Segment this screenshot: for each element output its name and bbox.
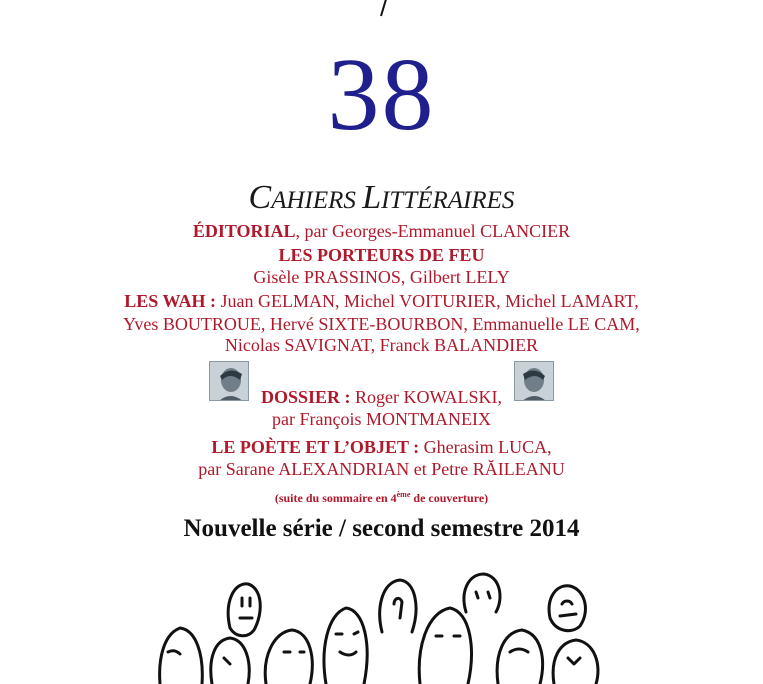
editorial-line xyxy=(0,220,763,242)
porteurs-authors: Gisèle PRASSINOS, Gilbert LELY xyxy=(253,267,510,287)
dossier-label: DOSSIER : xyxy=(260,387,351,407)
title-rest-litteraires: ITTÉRAIRES xyxy=(381,187,515,214)
dossier-author: par François MONTMANEIX xyxy=(272,409,491,429)
porteurs-heading: LES PORTEURS DE FEU xyxy=(278,245,485,265)
wah-line-1 xyxy=(0,290,763,312)
issue-number: 38 xyxy=(327,37,436,152)
series-line: Nouvelle série / second semestre 2014 xyxy=(183,515,580,542)
editorial-label: ÉDITORIAL xyxy=(192,221,296,241)
continued-note xyxy=(0,490,763,506)
poete-line xyxy=(0,436,763,458)
poete-authors: par Sarane ALEXANDRIAN et Petre RĂILEANU xyxy=(198,459,565,479)
title-cap-c: C xyxy=(248,179,272,216)
poete-subject: Gherasim LUCA, xyxy=(419,437,552,457)
footnote-text-after: de couverture) xyxy=(410,491,489,505)
wah-line-3: Nicolas SAVIGNAT, Franck BALANDIER xyxy=(224,335,539,355)
editorial-author: , par Georges-Emmanuel CLANCIER xyxy=(295,221,571,241)
crowd-drawing xyxy=(150,568,630,684)
dossier-subject: Roger KOWALSKI, xyxy=(350,387,502,407)
dossier-line xyxy=(0,386,763,408)
wah-authors-1: Juan GELMAN, Michel VOITURIER, Michel LAMART, xyxy=(216,291,639,311)
title-rest-cahiers: AHIERS xyxy=(271,187,363,214)
journal-title xyxy=(0,178,763,221)
footnote-text-before: (suite du sommaire en 4 xyxy=(274,491,397,505)
footnote-superscript: ème xyxy=(396,490,411,499)
slash-mark xyxy=(378,0,390,20)
poete-label: LE POÈTE ET L’OBJET : xyxy=(211,437,420,457)
title-cap-l: L xyxy=(362,179,382,216)
wah-label: LES WAH : xyxy=(124,291,216,311)
wah-line-2: Yves BOUTROUE, Hervé SIXTE-BOURBON, Emmanuelle LE CAM, xyxy=(123,314,640,334)
